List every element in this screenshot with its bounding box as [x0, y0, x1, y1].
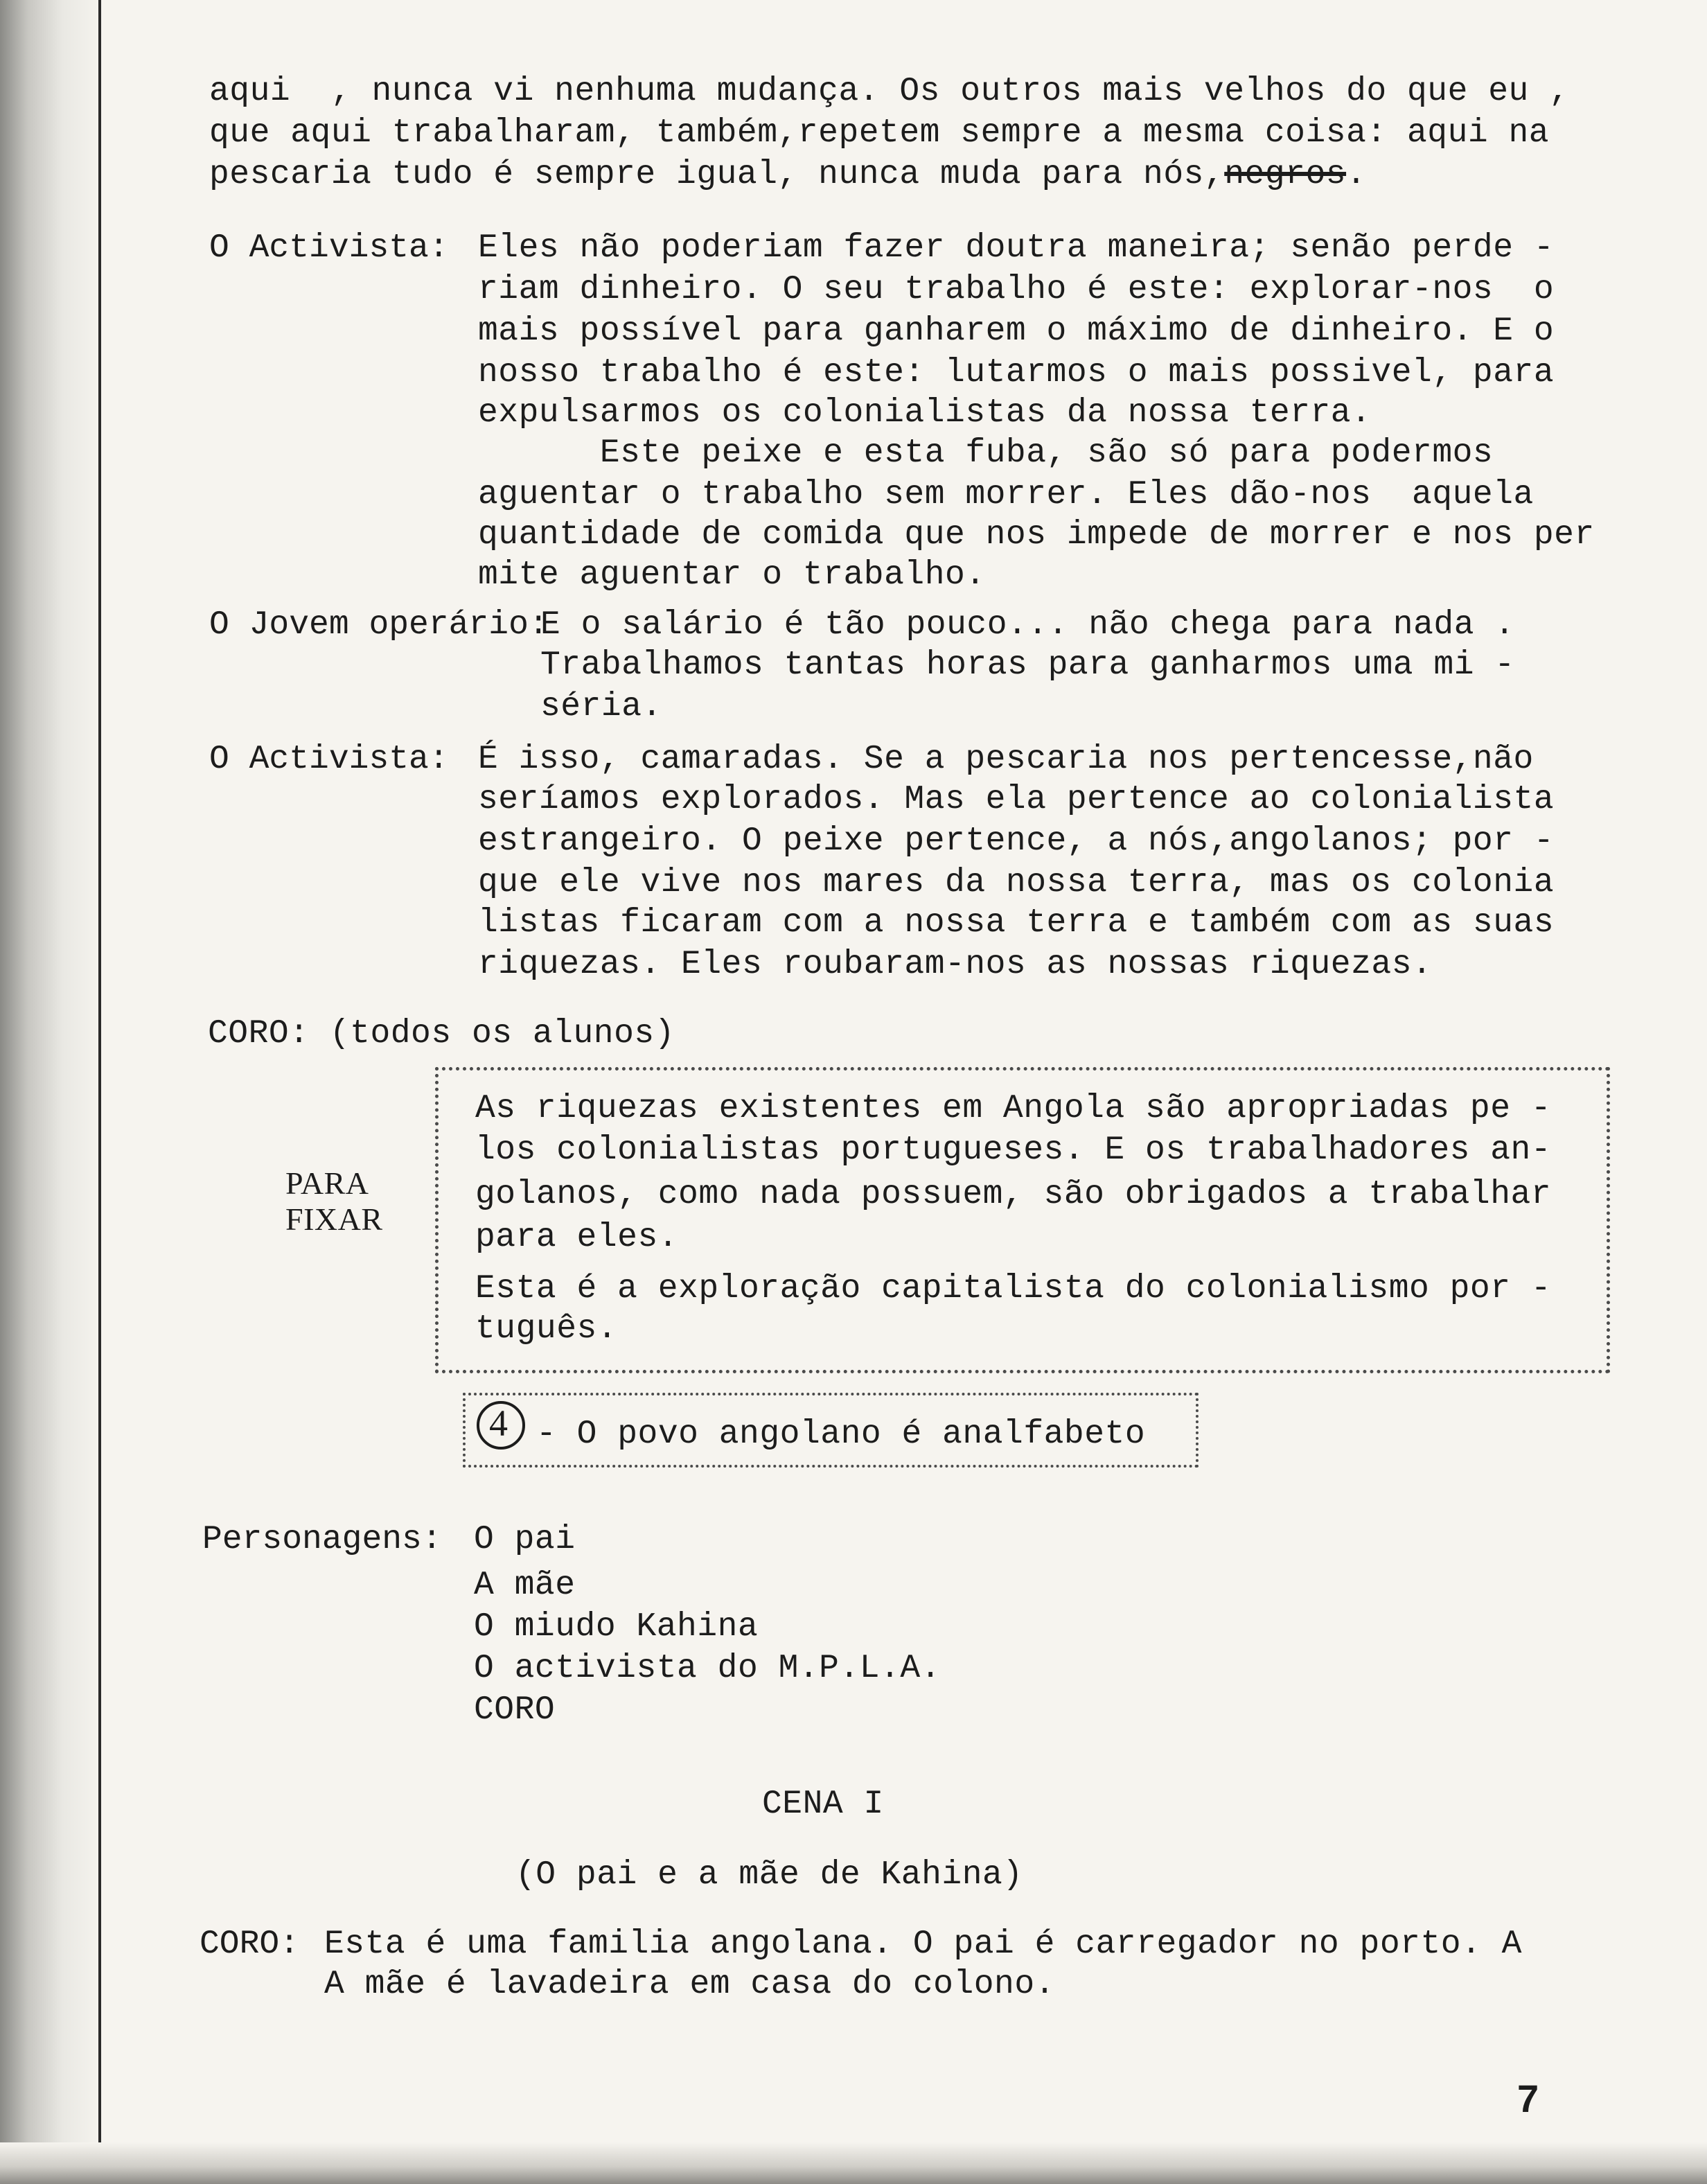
scene-coro-line-2: A mãe é lavadeira em casa do colono.	[324, 1966, 1055, 2003]
intro-line-3	[209, 154, 1366, 195]
bottom-shadow	[0, 2142, 1707, 2184]
coro-heading: CORO: (todos os alunos)	[208, 1015, 675, 1053]
activista-1-line-7: aguentar o trabalho sem morrer. Eles dão-nos aquela	[478, 476, 1534, 513]
para-fixar-line-3: golanos, como nada possuem, são obrigados a trabalhar	[475, 1176, 1552, 1213]
personagem-2: A mãe	[474, 1567, 576, 1604]
activista-1-line-5: expulsarmos os colonialistas da nossa terra.	[478, 394, 1372, 432]
personagem-3: O miudo Kahina	[474, 1608, 759, 1646]
activista-1-line-1: Eles não poderiam fazer doutra maneira; senão perde -	[478, 229, 1555, 267]
personagem-1: O pai	[474, 1521, 576, 1558]
scene-coro-label: CORO:	[200, 1926, 300, 1963]
scene-coro-line-1: Esta é uma familia angolana. O pai é carregador no porto. A	[324, 1926, 1522, 1963]
para-fixar-label-1: PARA	[285, 1165, 369, 1201]
activista-2-line-4: que ele vive nos mares da nossa terra, mas os colonia	[478, 864, 1555, 901]
binding-shadow	[0, 0, 104, 2184]
struck-word: negros	[1224, 156, 1347, 193]
personagens-label: Personagens:	[202, 1521, 442, 1558]
intro-line-1: aqui , nunca vi nenhuma mudança. Os outros mais velhos do que eu ,	[209, 73, 1570, 110]
section-number: 4	[489, 1402, 508, 1444]
para-fixar-line-2: los colonialistas portugueses. E os trabalhadores an-	[475, 1131, 1552, 1169]
activista-1-line-3: mais possível para ganharem o máximo de dinheiro. E o	[478, 312, 1555, 350]
para-fixar-line-4: para eles.	[475, 1219, 679, 1256]
speaker-activista-1: O Activista:	[209, 229, 449, 267]
section-title: - O povo angolano é analfabeto	[536, 1416, 1146, 1453]
jovem-line-3: séria.	[540, 688, 662, 725]
page-number: 7	[1517, 2077, 1539, 2120]
personagem-5: CORO	[474, 1691, 556, 1729]
para-fixar-label-2: FIXAR	[285, 1201, 383, 1237]
activista-1-line-9: mite aguentar o trabalho.	[478, 556, 986, 594]
activista-2-line-6: riquezas. Eles roubaram-nos as nossas riquezas.	[478, 946, 1433, 983]
activista-1-line-2: riam dinheiro. O seu trabalho é este: explorar-nos o	[478, 271, 1555, 308]
activista-2-line-1: É isso, camaradas. Se a pescaria nos pertencesse,não	[478, 741, 1534, 778]
personagem-4: O activista do M.P.L.A.	[474, 1650, 941, 1687]
intro-line-3-text: pescaria tudo é sempre igual, nunca muda para nós,	[209, 156, 1225, 193]
activista-1-line-4: nosso trabalho é este: lutarmos o mais possivel, para	[478, 354, 1555, 391]
activista-2-line-3: estrangeiro. O peixe pertence, a nós,angolanos; por -	[478, 822, 1555, 860]
activista-2-line-5: listas ficaram com a nossa terra e também com as suas	[478, 904, 1555, 942]
activista-2-line-2: seríamos explorados. Mas ela pertence ao colonialista	[478, 781, 1555, 818]
para-fixar-line-6: tuguês.	[475, 1310, 618, 1348]
activista-1-line-6: Este peixe e esta fuba, são só para podermos	[478, 434, 1494, 472]
scene-subtitle: (O pai e a mãe de Kahina)	[515, 1856, 1023, 1894]
activista-1-line-8: quantidade de comida que nos impede de morrer e nos per	[478, 516, 1595, 554]
para-fixar-line-1: As riquezas existentes em Angola são apropriadas pe -	[475, 1090, 1552, 1127]
para-fixar-line-5: Esta é a exploração capitalista do colonialismo por -	[475, 1270, 1552, 1307]
jovem-line-1: E o salário é tão pouco... não chega para nada .	[540, 606, 1515, 644]
jovem-line-2: Trabalhamos tantas horas para ganharmos uma mi -	[540, 646, 1515, 684]
speaker-activista-2: O Activista:	[209, 741, 449, 778]
intro-line-3-end: .	[1346, 156, 1367, 193]
speaker-jovem-operario: O Jovem operário:	[209, 606, 549, 644]
binding-edge-line	[98, 0, 101, 2184]
scene-title: CENA I	[762, 1786, 884, 1823]
intro-line-2: que aqui trabalharam, também,repetem sempre a mesma coisa: aqui na	[209, 114, 1550, 152]
